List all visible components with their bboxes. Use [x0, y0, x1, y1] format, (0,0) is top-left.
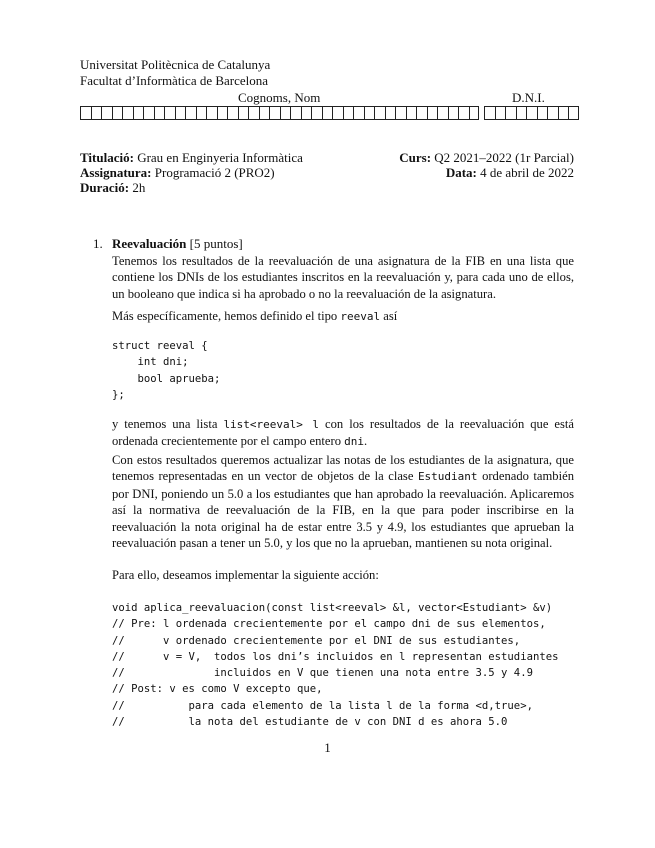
input-box[interactable] — [280, 106, 291, 120]
curs-label: Curs: — [399, 150, 432, 165]
function-code: void aplica_reevaluacion(const list<reeval> &l, vector<Estudiant> &v) // Pre: l ordenada crecientemente por el campo dni de sus elementos, // v ordenado crecientemente por el DNI de sus estudiantes, // v = V, todos los dni’s incluidos en l representan estudiantes // incluidos en V que tienen una nota entre 3.5 y 4.9 // Post: v es como V excepto que, // para cada elemento de la lista l de la forma <d,true>, // la nota del estudiante de v con DNI d es ahora 5.0 — [112, 602, 559, 729]
p2-text-b: así — [383, 309, 398, 323]
input-box[interactable] — [269, 106, 280, 120]
input-box[interactable] — [217, 106, 228, 120]
input-box[interactable] — [301, 106, 312, 120]
p2-code: reeval — [340, 310, 381, 323]
input-box[interactable] — [495, 106, 506, 120]
input-box[interactable] — [259, 106, 270, 120]
durada-label: Duració: — [80, 180, 130, 195]
input-box[interactable] — [322, 106, 333, 120]
input-box[interactable] — [122, 106, 133, 120]
input-box[interactable] — [185, 106, 196, 120]
university-name: Universitat Politècnica de Catalunya — [80, 57, 271, 72]
data-value: 4 de abril de 2022 — [480, 165, 574, 180]
input-box[interactable] — [374, 106, 385, 120]
data-label: Data: — [445, 165, 477, 180]
input-box[interactable] — [469, 106, 480, 120]
p4-code: Estudiant — [417, 470, 478, 484]
dni-label: D.N.I. — [512, 90, 545, 105]
input-box[interactable] — [133, 106, 144, 120]
p3-text-a: y tenemos una lista — [112, 417, 218, 431]
input-box[interactable] — [196, 106, 207, 120]
input-box[interactable] — [568, 106, 579, 120]
paragraph-5: Para ello, deseamos implementar la siguiente acción: — [112, 568, 379, 582]
p2-text-a: Más específicamente, hemos definido el tipo — [112, 309, 338, 323]
input-box[interactable] — [484, 106, 495, 120]
input-box[interactable] — [416, 106, 427, 120]
input-box[interactable] — [364, 106, 375, 120]
p3-code-2: dni — [344, 435, 365, 449]
meta-right — [399, 150, 574, 180]
input-box[interactable] — [353, 106, 364, 120]
question-number: 1. — [93, 236, 103, 251]
input-box[interactable] — [406, 106, 417, 120]
input-box[interactable] — [248, 106, 259, 120]
input-box[interactable] — [385, 106, 396, 120]
input-box[interactable] — [91, 106, 102, 120]
p3-text-c: . — [364, 434, 368, 449]
input-box[interactable] — [290, 106, 301, 120]
titulacio-value: Grau en Enginyeria Informàtica — [137, 150, 303, 165]
input-box[interactable] — [343, 106, 354, 120]
input-box[interactable] — [437, 106, 448, 120]
paragraph-3 — [112, 416, 574, 451]
p3-code-1: list<reeval> l — [223, 418, 320, 431]
paragraph-4 — [112, 452, 574, 551]
question-points: [5 puntos] — [189, 236, 243, 251]
input-box[interactable] — [238, 106, 249, 120]
meta-left — [80, 150, 303, 195]
assignatura-label: Assignatura: — [80, 165, 152, 180]
input-box[interactable] — [458, 106, 469, 120]
question-title: Reevaluación — [112, 236, 187, 251]
name-boxes[interactable] — [80, 106, 479, 120]
input-box[interactable] — [537, 106, 548, 120]
input-box[interactable] — [547, 106, 558, 120]
input-box[interactable] — [516, 106, 527, 120]
input-box[interactable] — [112, 106, 123, 120]
page-number: 1 — [324, 740, 331, 755]
input-box[interactable] — [311, 106, 322, 120]
p3-text-b: con los resultados de la reevaluación que está ordenada crecientemente por el campo entero — [112, 417, 574, 449]
p4-text-a: Con estos resultados queremos actualizar las notas de los estudiantes de la asignatura, que tenemos representadas en un vector de objetos de la clase — [112, 453, 574, 484]
assignatura-value: Programació 2 (PRO2) — [154, 165, 275, 180]
faculty-name: Facultat d’Informàtica de Barcelona — [80, 73, 269, 88]
input-box[interactable] — [332, 106, 343, 120]
input-box[interactable] — [526, 106, 537, 120]
input-box[interactable] — [206, 106, 217, 120]
paragraph-2 — [112, 308, 574, 325]
paragraph-1: Tenemos los resultados de la reevaluación de una asignatura de la FIB en una lista que contiene los DNIs de los estudiantes inscritos en la reevaluación y, para cada uno de ellos, un booleano que indica si ha aprobado o no la reevaluación de la asignatura. — [112, 254, 574, 301]
p4-text-b: ordenado también por DNI, poniendo un 5.0 a los estudiantes que han aprobado la reevaluación. Aplicaremos así la normativa de reevaluación de la FIB, en la que para poder inscribirse en la reevaluación la nota original ha de estar entre 3.5 y 4.9, los estudiantes que aprueban la reevaluación pasan a tener un 5.0, y los que no la aprueban, mantienen su nota original. — [112, 469, 574, 551]
titulacio-label: Titulació: — [80, 150, 134, 165]
input-box[interactable] — [448, 106, 459, 120]
name-label: Cognoms, Nom — [238, 90, 321, 105]
input-box[interactable] — [558, 106, 569, 120]
input-box[interactable] — [143, 106, 154, 120]
curs-value: Q2 2021–2022 (1r Parcial) — [434, 150, 574, 165]
input-box[interactable] — [395, 106, 406, 120]
struct-code: struct reeval { int dni; bool aprueba; }; — [112, 340, 221, 401]
input-box[interactable] — [175, 106, 186, 120]
input-box[interactable] — [154, 106, 165, 120]
dni-boxes[interactable] — [484, 106, 579, 120]
input-box[interactable] — [164, 106, 175, 120]
question-heading — [112, 236, 243, 252]
input-box[interactable] — [505, 106, 516, 120]
input-box[interactable] — [80, 106, 91, 120]
durada-value: 2h — [132, 180, 146, 195]
input-box[interactable] — [227, 106, 238, 120]
input-box[interactable] — [101, 106, 112, 120]
input-box[interactable] — [427, 106, 438, 120]
